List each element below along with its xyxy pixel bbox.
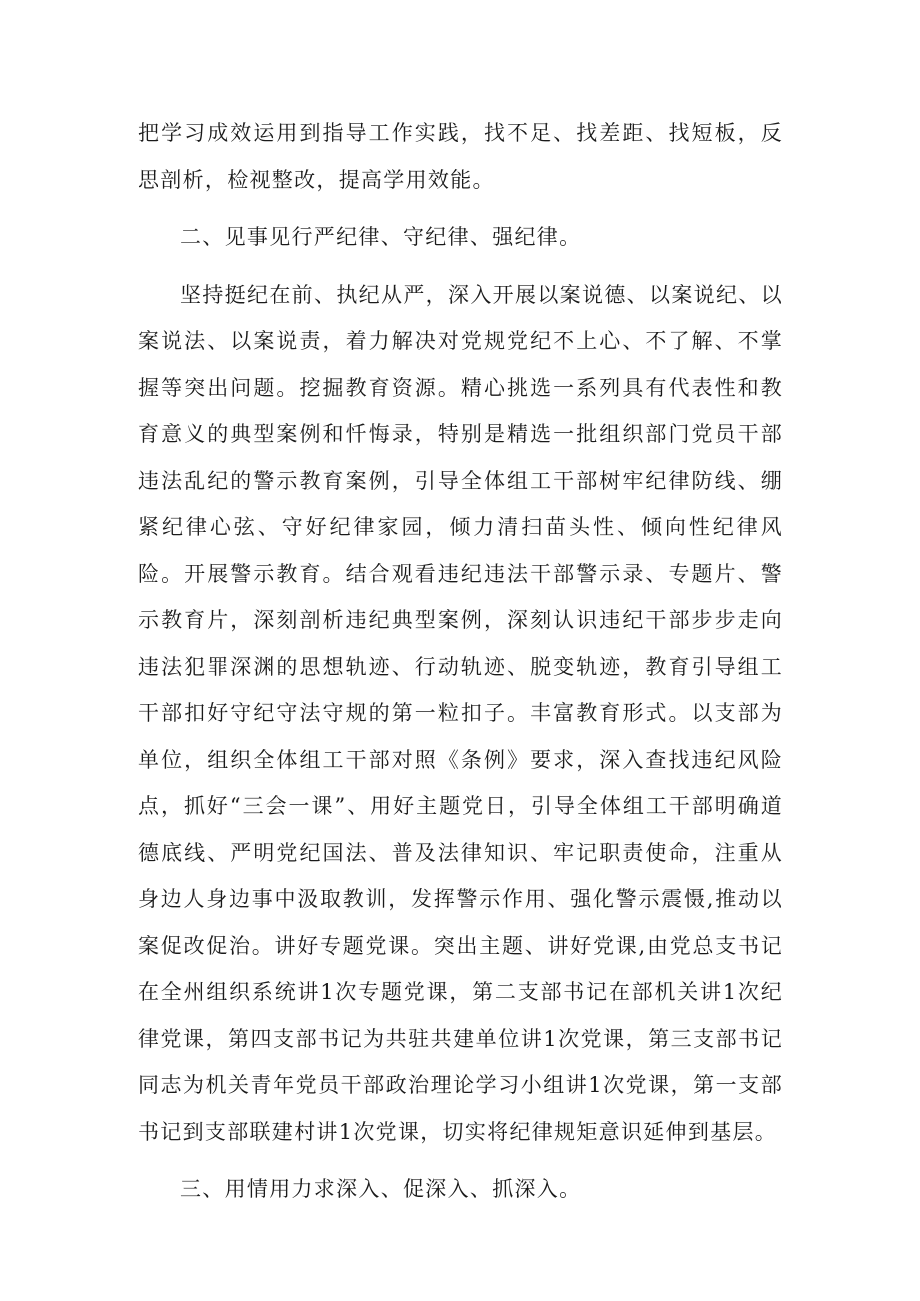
section-heading-two: 二、见事见行严纪律、守纪律、强纪律。: [180, 225, 582, 249]
document-body: [138, 110, 783, 1224]
paragraph-body: 坚持挺纪在前、执纪从严，深入开展以案说德、以案说纪、以案说法、以案说责，着力解决对党规党纪不上心、不了解、不掌握等突出问题。挖掘教育资源。精心挑选一系列具有代表性和教育意义的典型案例和忏悔录，特别是精选一批组织部门党员干部违法乱纪的警示教育案例，引导全体组工干部树牢纪律防线、绷紧纪律心弦、守好纪律家园，倾力清扫苗头性、倾向性纪律风险。开展警示教育。结合观看违纪违法干部警示录、专题片、警示教育片，深刻剖析违纪典型案例，深刻认识违纪干部步步走向违法犯罪深渊的思想轨迹、行动轨迹、脱变轨迹，教育引导组工干部扣好守纪守法守规的第一粒扣子。丰富教育形式。以支部为单位，组织全体组工干部对照《条例》要求，深入查找违纪风险点，抓好“三会一课”、用好主题党日，引导全体组工干部明确道德底线、严明党纪国法、普及法律知识、牢记职责使命，注重从身边人身边事中汲取教训，发挥警示作用、强化警示震慑,推动以案促改促治。讲好专题党课。突出主题、讲好党课,由党总支书记在全州组织系统讲1次专题党课，第二支部书记在部机关讲1次纪律党课，第四支部书记为共驻共建单位讲1次党课，第三支部书记同志为机关青年党员干部政治理论学习小组讲1次党课，第一支部书记到支部联建村讲1次党课，切实将纪律规矩意识延伸到基层。: [138, 282, 783, 1144]
section-heading-three: 三、用情用力求深入、促深入、抓深入。: [180, 1177, 582, 1201]
paragraph-continuation: 把学习成效运用到指导工作实践，找不足、找差距、找短板，反思剖析，检视整改，提高学用效能。: [138, 121, 783, 192]
